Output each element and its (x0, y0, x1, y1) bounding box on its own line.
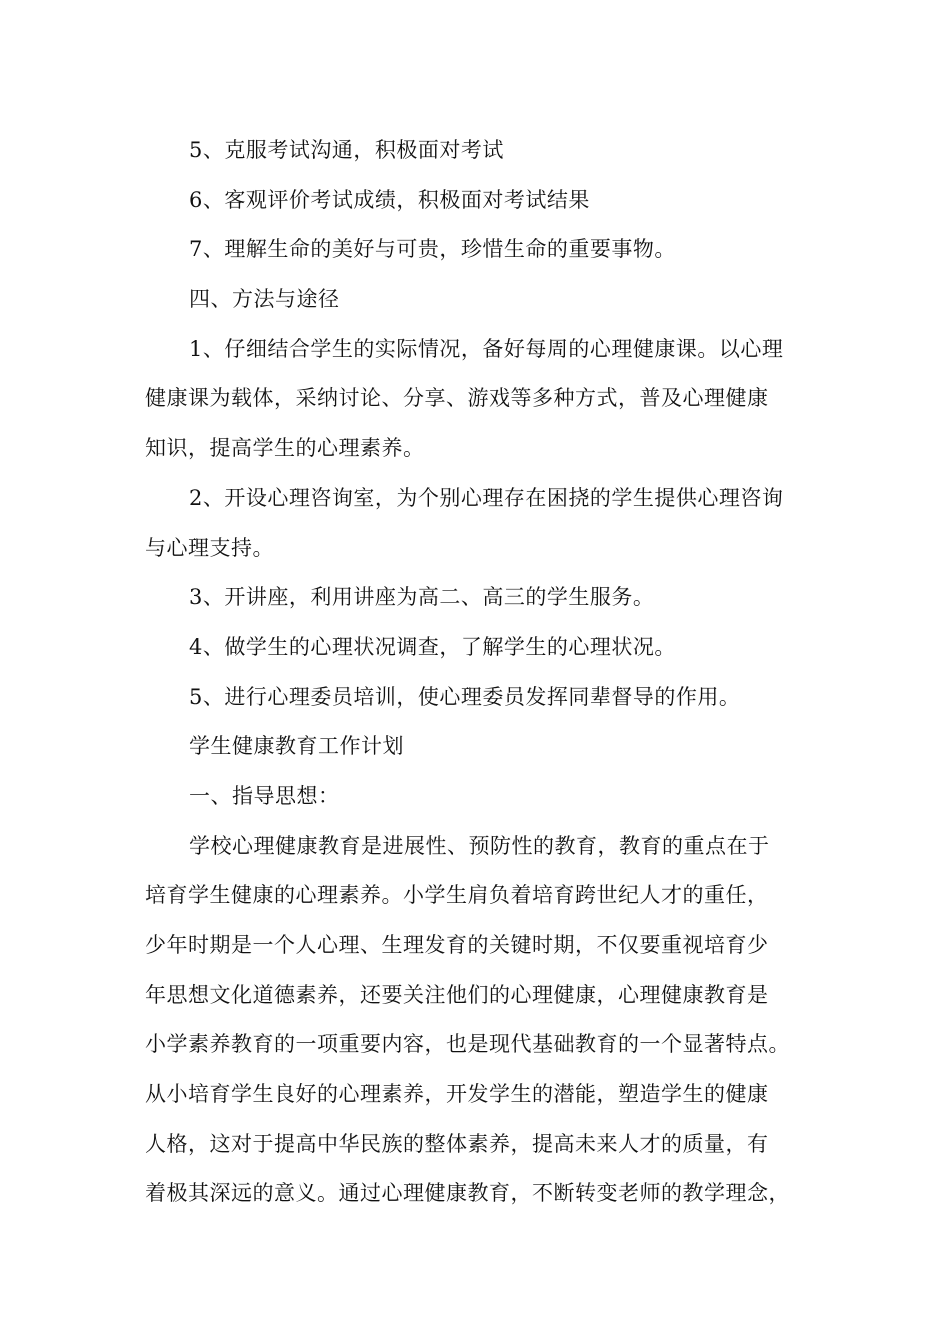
text-line: 年思想文化道德素养，还要关注他们的心理健康，心理健康教育是 (145, 982, 769, 1007)
text-line: 健康课为载体，采纳讨论、分享、游戏等多种方式，普及心理健康 (145, 386, 769, 411)
text-line: 小学素养教育的一项重要内容，也是现代基础教育的一个显著特点。 (145, 1032, 790, 1057)
text-line: 着极其深远的意义。通过心理健康教育，不断转变老师的教学理念， (145, 1181, 790, 1206)
text-line: 培育学生健康的心理素养。小学生肩负着培育跨世纪人才的重任， (145, 883, 769, 908)
text-line: 6、客观评价考试成绩，积极面对考试结果 (189, 187, 590, 212)
text-line: 5、克服考试沟通，积极面对考试 (189, 138, 504, 162)
text-line: 少年时期是一个人心理、生理发育的关键时期，不仅要重视培育少 (145, 933, 769, 957)
text-line: 从小培育学生良好的心理素养，开发学生的潜能，塑造学生的健康 (145, 1082, 769, 1107)
section-heading: 一、指导思想： (189, 783, 340, 808)
document-body (145, 126, 825, 1219)
text-line: 知识，提高学生的心理素养。 (145, 436, 425, 461)
document-title: 学生健康教育工作计划 (189, 734, 404, 759)
text-line: 4、做学生的心理状况调查，了解学生的心理状况。 (189, 634, 676, 659)
text-line: 1、仔细结合学生的实际情况，备好每周的心理健康课。以心理 (189, 336, 784, 361)
text-line: 3、开讲座，利用讲座为高二、高三的学生服务。 (189, 585, 655, 610)
text-line: 人格，这对于提高中华民族的整体素养，提高未来人才的质量，有 (145, 1131, 769, 1156)
section-heading: 四、方法与途径 (189, 287, 340, 312)
text-line: 2、开设心理咨询室，为个别心理存在困挠的学生提供心理咨询 (189, 485, 784, 510)
text-line: 7、理解生命的美好与可贵，珍惜生命的重要事物。 (189, 237, 676, 262)
text-line: 学校心理健康教育是进展性、预防性的教育，教育的重点在于 (189, 833, 770, 858)
text-line: 与心理支持。 (145, 535, 274, 560)
text-line: 5、进行心理委员培训，使心理委员发挥同辈督导的作用。 (189, 684, 741, 709)
